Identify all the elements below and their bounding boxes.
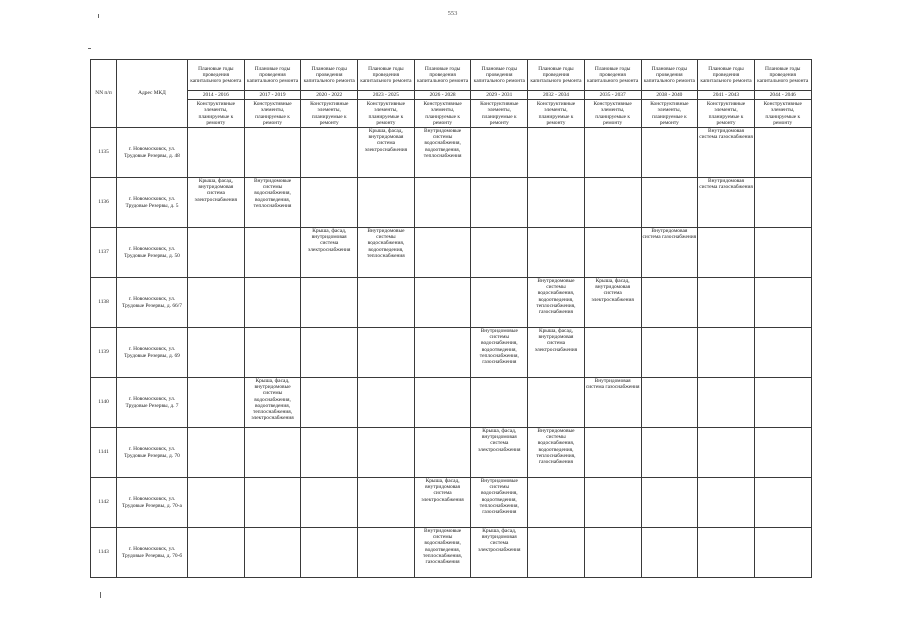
repair-work-cell bbox=[244, 128, 301, 178]
row-address: г. Новомосковск, ул. Трудовые Резервы, д. 70-а bbox=[117, 478, 188, 528]
repair-work-cell bbox=[358, 278, 415, 328]
repair-work-cell: Крыша, фасад, внутридомовая система электроснабжения bbox=[188, 178, 245, 228]
repair-work-cell bbox=[358, 378, 415, 428]
repair-work-cell bbox=[414, 378, 471, 428]
repair-work-cell bbox=[641, 478, 698, 528]
header-elements-label: Конструктивные элементы, планируемые к ремонту bbox=[188, 100, 245, 128]
repair-work-cell: Внутридомовые системы водоснабжения, водоотведения, теплоснабжения, газоснабжения bbox=[471, 328, 528, 378]
repair-work-cell bbox=[698, 428, 755, 478]
repair-work-cell: Крыша, фасад, внутридомовая система электроснабжения bbox=[471, 528, 528, 578]
repair-work-cell bbox=[188, 278, 245, 328]
header-period-years: 2041 - 2043 bbox=[698, 91, 755, 100]
repair-work-cell bbox=[358, 328, 415, 378]
header-period-years: 2029 - 2031 bbox=[471, 91, 528, 100]
repair-work-cell bbox=[471, 178, 528, 228]
repair-work-cell bbox=[584, 428, 641, 478]
repair-work-cell bbox=[471, 278, 528, 328]
repair-work-cell bbox=[244, 228, 301, 278]
repair-work-cell bbox=[358, 428, 415, 478]
scan-mark bbox=[98, 14, 99, 18]
header-row-years bbox=[91, 91, 812, 100]
scan-mark bbox=[88, 48, 91, 49]
header-period-years: 2014 - 2016 bbox=[188, 91, 245, 100]
repair-work-cell bbox=[584, 328, 641, 378]
repair-work-cell bbox=[301, 178, 358, 228]
repair-work-cell: Крыша, фасад, внутридомовая система электроснабжения bbox=[584, 278, 641, 328]
repair-work-cell: Внутридомовые системы водоснабжения, водоотведения, теплоснабжения bbox=[244, 178, 301, 228]
repair-work-cell: Внутридомовые системы водоснабжения, водоотведения, теплоснабжения, газоснабжения bbox=[528, 278, 585, 328]
repair-work-cell bbox=[754, 128, 811, 178]
repair-work-cell bbox=[414, 328, 471, 378]
header-elements-label: Конструктивные элементы, планируемые к ремонту bbox=[698, 100, 755, 128]
row-number: 1139 bbox=[91, 328, 117, 378]
repair-work-cell: Крыша, фасад, внутридомовые системы водоснабжения, водоотведения, теплоснабжения, электроснабжения bbox=[244, 378, 301, 428]
repair-work-cell bbox=[301, 428, 358, 478]
repair-work-cell bbox=[754, 478, 811, 528]
row-number: 1140 bbox=[91, 378, 117, 428]
repair-work-cell bbox=[414, 428, 471, 478]
repair-work-cell bbox=[301, 328, 358, 378]
repair-work-cell bbox=[188, 228, 245, 278]
repair-work-cell bbox=[584, 128, 641, 178]
header-elements-label: Конструктивные элементы, планируемые к ремонту bbox=[754, 100, 811, 128]
repair-work-cell bbox=[188, 478, 245, 528]
repair-work-cell: Крыша, фасад, внутридомовая система электроснабжения bbox=[471, 428, 528, 478]
header-period-label: Плановые годы проведения капитального ремонта bbox=[244, 60, 301, 91]
repair-work-cell bbox=[244, 478, 301, 528]
repair-work-cell bbox=[754, 428, 811, 478]
row-address: г. Новомосковск, ул. Трудовые Резервы, д. 69 bbox=[117, 328, 188, 378]
row-address: г. Новомосковск, ул. Трудовые Резервы, д. 5 bbox=[117, 178, 188, 228]
repair-work-cell: Крыша, фасад, внутридомовая система электроснабжения bbox=[414, 478, 471, 528]
repair-work-cell bbox=[358, 478, 415, 528]
repair-work-cell bbox=[528, 478, 585, 528]
repair-work-cell bbox=[698, 528, 755, 578]
header-period-years: 2020 - 2022 bbox=[301, 91, 358, 100]
repair-work-cell bbox=[301, 478, 358, 528]
header-period-label: Плановые годы проведения капитального ремонта bbox=[471, 60, 528, 91]
row-number: 1136 bbox=[91, 178, 117, 228]
repair-work-cell bbox=[358, 178, 415, 228]
header-period-years: 2017 - 2019 bbox=[244, 91, 301, 100]
repair-work-cell bbox=[698, 328, 755, 378]
row-address: г. Новомосковск, ул. Трудовые Резервы, д. 7 bbox=[117, 378, 188, 428]
header-period-years: 2044 - 2046 bbox=[754, 91, 811, 100]
row-address: г. Новомосковск, ул. Трудовые Резервы, д. 70 bbox=[117, 428, 188, 478]
repair-work-cell bbox=[528, 228, 585, 278]
repair-work-cell bbox=[244, 428, 301, 478]
repair-work-cell bbox=[471, 378, 528, 428]
repair-work-cell bbox=[471, 228, 528, 278]
repair-work-cell bbox=[584, 228, 641, 278]
scan-mark bbox=[100, 592, 101, 598]
header-period-years: 2026 - 2028 bbox=[414, 91, 471, 100]
repair-work-cell bbox=[244, 278, 301, 328]
repair-work-cell bbox=[754, 328, 811, 378]
header-row-periods bbox=[91, 60, 812, 91]
header-elements-label: Конструктивные элементы, планируемые к ремонту bbox=[584, 100, 641, 128]
repair-work-cell bbox=[584, 528, 641, 578]
repair-work-cell bbox=[641, 528, 698, 578]
repair-work-cell bbox=[188, 378, 245, 428]
repair-work-cell bbox=[244, 328, 301, 378]
header-elements-label: Конструктивные элементы, планируемые к ремонту bbox=[244, 100, 301, 128]
page-number: 553 bbox=[447, 10, 458, 17]
repair-work-cell: Внутридомовая система газоснабжения bbox=[698, 178, 755, 228]
row-address: г. Новомосковск, ул. Трудовые Резервы, д. 50 bbox=[117, 228, 188, 278]
repair-work-cell bbox=[641, 428, 698, 478]
header-elements-label: Конструктивные элементы, планируемые к ремонту bbox=[641, 100, 698, 128]
repair-work-cell bbox=[584, 178, 641, 228]
table-row bbox=[91, 378, 812, 428]
row-number: 1143 bbox=[91, 528, 117, 578]
repair-work-cell: Внутридомовые системы водоснабжения, водоотведения, теплоснабжения, газоснабжения bbox=[471, 478, 528, 528]
repair-work-cell bbox=[698, 278, 755, 328]
repair-work-cell: Внутридомовая система газоснабжения bbox=[584, 378, 641, 428]
row-number: 1137 bbox=[91, 228, 117, 278]
header-period-years: 2035 - 2037 bbox=[584, 91, 641, 100]
table-row bbox=[91, 528, 812, 578]
header-elements-label: Конструктивные элементы, планируемые к ремонту bbox=[414, 100, 471, 128]
repair-work-cell bbox=[301, 528, 358, 578]
repair-work-cell bbox=[188, 428, 245, 478]
repair-work-cell: Крыша, фасад, внутридомовая система электроснабжения bbox=[528, 328, 585, 378]
row-address: г. Новомосковск, ул. Трудовые Резервы, д. 48 bbox=[117, 128, 188, 178]
repair-work-cell bbox=[528, 378, 585, 428]
table-row bbox=[91, 478, 812, 528]
repair-work-cell bbox=[698, 378, 755, 428]
repair-work-cell bbox=[414, 178, 471, 228]
repair-work-cell bbox=[301, 128, 358, 178]
repair-work-cell bbox=[754, 278, 811, 328]
header-period-label: Плановые годы проведения капитального ремонта bbox=[358, 60, 415, 91]
header-elements-label: Конструктивные элементы, планируемые к ремонту bbox=[358, 100, 415, 128]
repair-work-cell bbox=[528, 178, 585, 228]
repair-work-cell bbox=[244, 528, 301, 578]
row-address: г. Новомосковск, ул. Трудовые Резервы, д. 66/7 bbox=[117, 278, 188, 328]
row-number: 1135 bbox=[91, 128, 117, 178]
table-row bbox=[91, 328, 812, 378]
header-elements-label: Конструктивные элементы, планируемые к ремонту bbox=[301, 100, 358, 128]
repair-work-cell: Внутридомовая система газоснабжения bbox=[641, 228, 698, 278]
repair-work-cell bbox=[754, 228, 811, 278]
repair-work-cell: Внутридомовые системы водоснабжения, водоотведения, теплоснабжения bbox=[358, 228, 415, 278]
repair-work-cell bbox=[414, 278, 471, 328]
row-number: 1142 bbox=[91, 478, 117, 528]
repair-work-cell bbox=[584, 478, 641, 528]
repair-work-cell bbox=[641, 328, 698, 378]
table-row bbox=[91, 128, 812, 178]
repair-work-cell: Внутридомовые системы водоснабжения, водоотведения, теплоснабжения, газоснабжения bbox=[528, 428, 585, 478]
repair-work-cell bbox=[641, 378, 698, 428]
repair-work-cell bbox=[414, 228, 471, 278]
header-address: Адрес МКД bbox=[117, 60, 188, 128]
row-number: 1141 bbox=[91, 428, 117, 478]
table-row bbox=[91, 228, 812, 278]
repair-work-cell bbox=[188, 328, 245, 378]
repair-work-cell bbox=[698, 228, 755, 278]
repair-work-cell bbox=[528, 528, 585, 578]
repair-work-cell bbox=[754, 378, 811, 428]
header-period-years: 2023 - 2025 bbox=[358, 91, 415, 100]
repair-work-cell: Крыша, фасад, внутридомовая система электроснабжения bbox=[301, 228, 358, 278]
repair-work-cell bbox=[641, 278, 698, 328]
header-period-label: Плановые годы проведения капитального ремонта bbox=[414, 60, 471, 91]
repair-work-cell bbox=[754, 178, 811, 228]
header-period-label: Плановые годы проведения капитального ремонта bbox=[301, 60, 358, 91]
repair-work-cell bbox=[641, 128, 698, 178]
header-elements-label: Конструктивные элементы, планируемые к ремонту bbox=[471, 100, 528, 128]
repair-work-cell bbox=[528, 128, 585, 178]
repair-work-cell: Внутридомовые системы водоснабжения, водоотведения, теплоснабжения, газоснабжения bbox=[414, 528, 471, 578]
repair-work-cell bbox=[641, 178, 698, 228]
repair-work-cell bbox=[698, 478, 755, 528]
repair-work-cell bbox=[188, 128, 245, 178]
header-period-label: Плановые годы проведения капитального ремонта bbox=[584, 60, 641, 91]
header-period-label: Плановые годы проведения капитального ремонта bbox=[754, 60, 811, 91]
repair-work-cell bbox=[471, 128, 528, 178]
header-row-elements bbox=[91, 100, 812, 128]
repair-work-cell bbox=[754, 528, 811, 578]
table-row bbox=[91, 428, 812, 478]
repair-work-cell: Внутридомовая система газоснабжения bbox=[698, 128, 755, 178]
repair-work-cell: Внутридомовые системы водоснабжения, водоотведения, теплоснабжения bbox=[414, 128, 471, 178]
repair-work-cell bbox=[301, 378, 358, 428]
header-period-label: Плановые годы проведения капитального ремонта bbox=[698, 60, 755, 91]
repair-work-cell bbox=[301, 278, 358, 328]
header-elements-label: Конструктивные элементы, планируемые к ремонту bbox=[528, 100, 585, 128]
repair-work-cell bbox=[188, 528, 245, 578]
table-row bbox=[91, 178, 812, 228]
repair-work-cell bbox=[358, 528, 415, 578]
repair-schedule-table bbox=[90, 59, 812, 578]
header-period-label: Плановые годы проведения капитального ремонта bbox=[188, 60, 245, 91]
header-period-label: Плановые годы проведения капитального ремонта bbox=[528, 60, 585, 91]
table-row bbox=[91, 278, 812, 328]
row-number: 1138 bbox=[91, 278, 117, 328]
header-period-years: 2038 - 2040 bbox=[641, 91, 698, 100]
table-body bbox=[91, 128, 812, 578]
header-number: NN п/п bbox=[91, 60, 117, 128]
repair-work-cell: Крыша, фасад, внутридомовая система электроснабжения bbox=[358, 128, 415, 178]
header-period-years: 2032 - 2034 bbox=[528, 91, 585, 100]
header-period-label: Плановые годы проведения капитального ремонта bbox=[641, 60, 698, 91]
row-address: г. Новомосковск, ул. Трудовые Резервы, д. 70-б bbox=[117, 528, 188, 578]
